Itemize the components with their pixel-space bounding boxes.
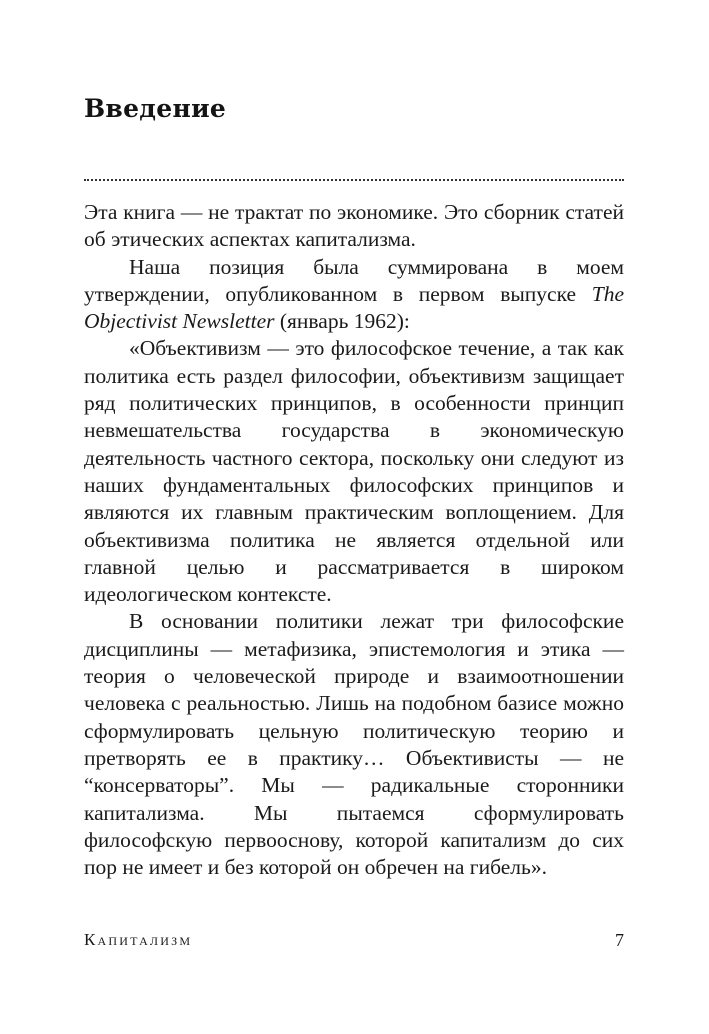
paragraph-2-text-after: (январь 1962): — [274, 309, 410, 334]
body-text — [84, 199, 624, 881]
page-number: 7 — [615, 930, 624, 950]
paragraph-4: В основании политики лежат три философские дисциплины — метафизика, эпистемология и этика — теория о человеческой природе и взаимоотношении человека с реальностью. Лишь на подобном базисе можно сформулировать цельную политическую теорию и претворять ее в практику… Объективисты — не “консерваторы”. Мы — радикальные сторонники капитализма. Мы пытаемся сформулировать философскую первооснову, которой капитализм до сих пор не имеет и без которой он обречен на гибель». — [84, 609, 624, 880]
page-footer — [84, 930, 624, 954]
paragraph-2 — [84, 254, 624, 336]
dotted-divider — [84, 179, 624, 181]
paragraph-2-text-before: Наша позиция была суммирована в моем утверждении, опубликованном в первом выпуске — [84, 254, 624, 306]
running-title: Капитализм — [84, 930, 193, 949]
newsletter-title: The Objectivist Newsletter — [84, 281, 624, 334]
paragraph-1: Эта книга — не трактат по экономике. Это сборник статей об этических аспектах капитализма. — [84, 200, 624, 252]
chapter-heading: Введение — [84, 94, 227, 123]
paragraph-3: «Объективизм — это философское течение, а так как политика есть раздел философии, объективизм защищает ряд политических принципов, в особенности принцип невмешательства государства в экономическую деятельность частного сектора, поскольку они следуют из наших фундаментальных философских принципов и являются их главным практическим воплощением. Для объективизма политика не является отдельной или главной целью и рассматривается в широком идеологическом контексте. — [84, 336, 624, 607]
